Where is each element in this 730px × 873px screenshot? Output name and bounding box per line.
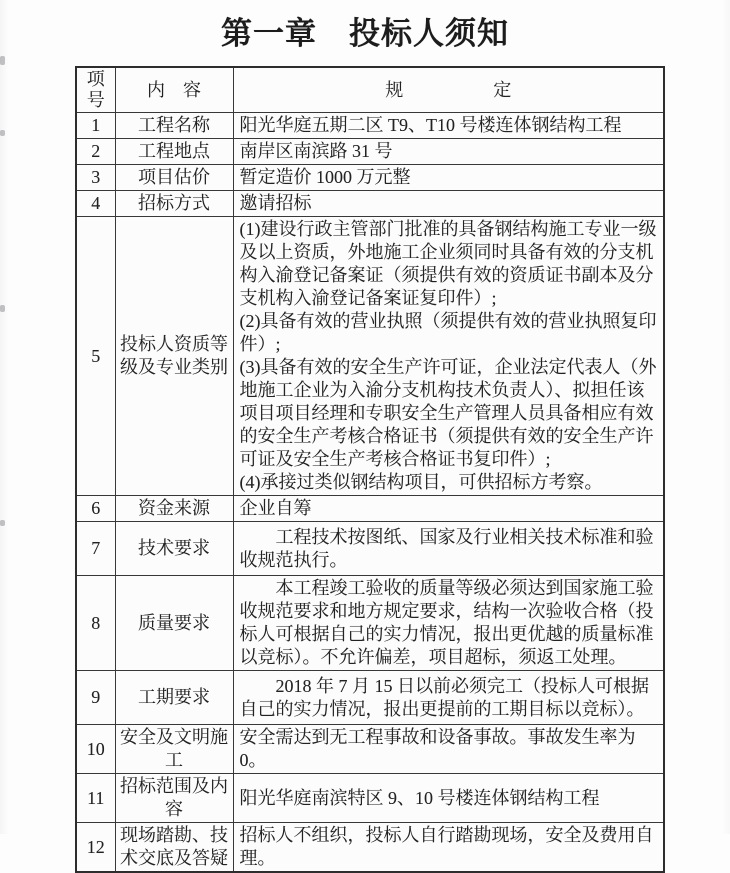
row-number: 12	[76, 823, 115, 873]
table-row	[76, 113, 664, 139]
row-rule-text: 招标人不组织，投标人自行踏勘现场，安全及费用自理。	[239, 825, 654, 868]
page-title: 第一章 投标人须知	[221, 16, 509, 51]
header-item-no-label: 项号	[86, 69, 105, 110]
row-rule-clause: (3)具备有效的安全生产许可证，企业法定代表人（外地施工企业为入渝分支机构技术负责人）、拟担任该项目项目经理和专职安全生产管理人员具备相应有效的安全生产考核合格证书（须提供有效的安全生产许可证及安全生产考核合格证书复印件）;	[239, 357, 657, 469]
header-content: 内 容	[115, 67, 233, 113]
row-label: 工程名称	[115, 113, 233, 139]
row-rule-text: 阳光华庭五期二区 T9、T10 号楼连体钢结构工程	[239, 115, 622, 135]
table-row	[76, 139, 664, 165]
table-row	[76, 191, 664, 217]
row-label: 现场踏勘、技术交底及答疑	[115, 823, 233, 873]
row-rule-clause: (2)具备有效的营业执照（须提供有效的营业执照复印件）;	[239, 311, 657, 354]
row-rule-text: 阳光华庭南滨特区 9、10 号楼连体钢结构工程	[239, 787, 600, 808]
table-header-row	[76, 67, 664, 113]
table-row	[76, 522, 664, 576]
row-rule-text: 工程技术按图纸、国家及行业相关技术标准和验收规范执行。	[239, 526, 654, 570]
scan-artifact	[0, 520, 5, 526]
row-label: 工程地点	[115, 139, 233, 165]
table-row	[76, 496, 664, 522]
scan-artifact	[0, 56, 5, 65]
row-rule-text: 邀请招标	[239, 193, 312, 213]
row-label: 资金来源	[115, 496, 233, 522]
row-label: 招标方式	[115, 191, 233, 217]
row-label: 投标人资质等级及专业类别	[115, 217, 233, 496]
table-row	[76, 576, 664, 671]
row-number: 10	[76, 725, 115, 774]
row-number: 4	[76, 191, 115, 217]
row-rule-text: 安全需达到无工程事故和设备事故。事故发生率为 0。	[239, 727, 636, 770]
row-number: 1	[76, 113, 115, 139]
table-row	[76, 774, 664, 823]
table-row	[76, 671, 664, 725]
row-number: 2	[76, 139, 115, 165]
row-rule-text: 企业自筹	[239, 498, 312, 518]
row-label: 质量要求	[115, 576, 233, 671]
row-rule-text: 南岸区南滨路 31 号	[239, 141, 393, 161]
row-rule-text: 本工程竣工验收的质量等级必须达到国家施工验收规范要求和地方规定要求，结构一次验收合格（投标人可根据自己的实力情况，报出更优越的质量标准以竞标）。不允许偏差，项目超标，须返工处理。	[239, 578, 654, 667]
row-label: 项目估价	[115, 165, 233, 191]
row-number: 6	[76, 496, 115, 522]
bidder-notice-table	[75, 66, 665, 873]
table-row	[76, 217, 664, 496]
table-row	[76, 823, 664, 873]
row-label: 工期要求	[115, 671, 233, 725]
row-number: 8	[76, 576, 115, 671]
scan-artifact	[0, 305, 5, 312]
row-label: 招标范围及内容	[115, 774, 233, 823]
row-rule-clause: (4)承接过类似钢结构项目，可供招标方考察。	[239, 472, 603, 492]
table-row	[76, 165, 664, 191]
row-number: 11	[76, 774, 115, 823]
row-rule-clause: (1)建设行政主管部门批准的具备钢结构施工专业一级及以上资质，外地施工企业须同时具备有效的分支机构入渝登记备案证（须提供有效的资质证书副本及分支机构入渝登记备案证复印件）;	[239, 219, 657, 308]
header-rule: 规 定	[233, 67, 664, 113]
row-number: 3	[76, 165, 115, 191]
row-label: 安全及文明施工	[115, 725, 233, 774]
scan-artifact	[0, 130, 5, 136]
row-rule-text: 暂定造价 1000 万元整	[239, 167, 411, 187]
row-rule-text: 2018 年 7 月 15 日以前必须完工（投标人可根据自己的实力情况，报出更提前的工期目标以竞标）。	[239, 675, 649, 719]
table-row	[76, 725, 664, 774]
row-number: 5	[76, 217, 115, 496]
row-number: 9	[76, 671, 115, 725]
row-label: 技术要求	[115, 522, 233, 576]
row-number: 7	[76, 522, 115, 576]
header-item-no	[76, 67, 115, 113]
